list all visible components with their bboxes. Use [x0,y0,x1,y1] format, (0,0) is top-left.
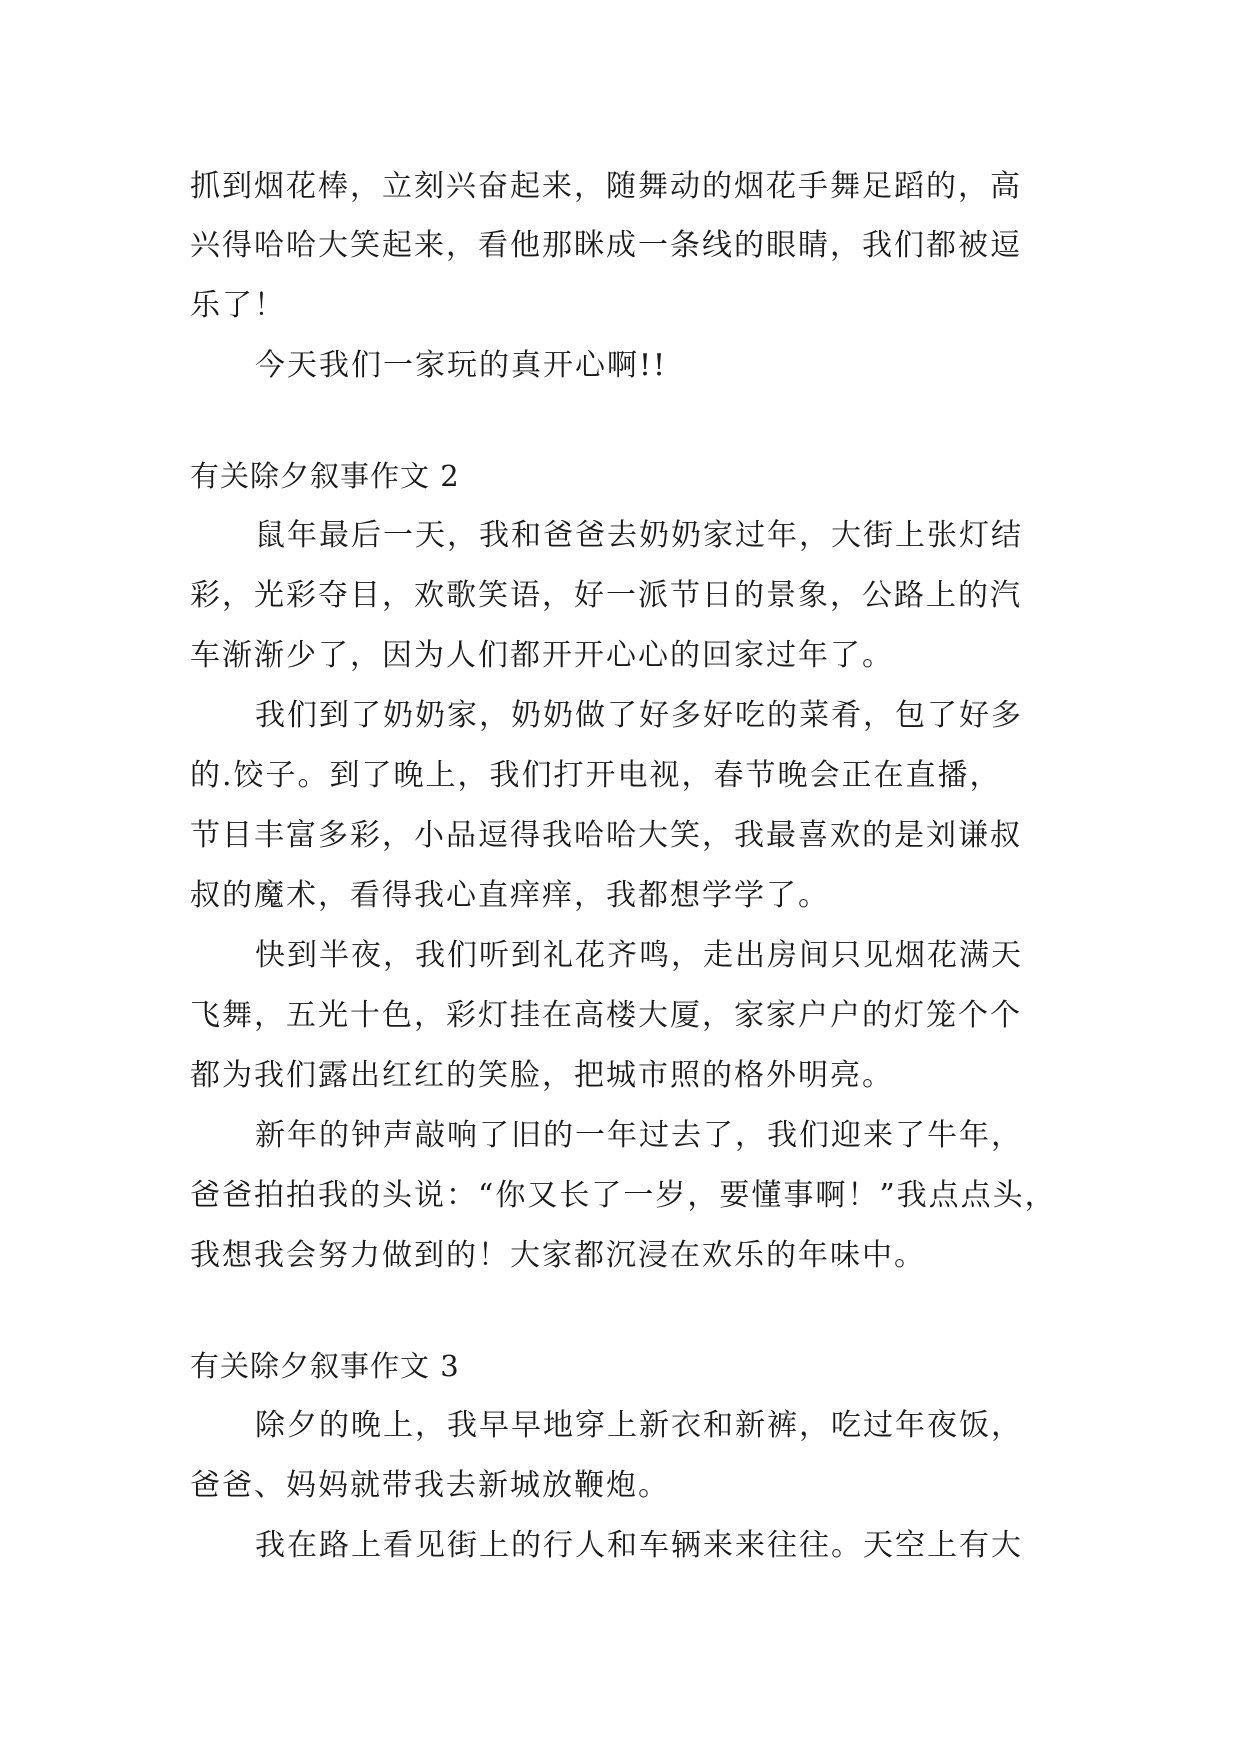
text-line: 节目丰富多彩，小品逗得我哈哈大笑，我最喜欢的是刘谦叔 [190,818,1022,853]
essay-3-title: 有关除夕叙事作文 3 [190,1349,460,1383]
text-line: 新年的钟声敲响了旧的一年过去了，我们迎来了牛年， [255,1118,1023,1153]
text-line: 的.饺子。到了晚上，我们打开电视，春节晚会正在直播， [190,758,1002,793]
essay-2-title: 有关除夕叙事作文 2 [190,459,460,493]
text-line: 乐了！ [190,288,286,323]
text-line: 叔的魔术，看得我心直痒痒，我都想学学了。 [190,878,830,913]
text-line: 除夕的晚上，我早早地穿上新衣和新裤，吃过年夜饭， [255,1408,1023,1443]
text-line: 抓到烟花棒，立刻兴奋起来，随舞动的烟花手舞足蹈的，高 [190,169,1022,204]
text-line: 车渐渐少了，因为人们都开开心心的回家过年了。 [190,638,894,673]
text-line: 我在路上看见街上的行人和车辆来来往往。天空上有大 [255,1528,1023,1563]
text-line: 我们到了奶奶家，奶奶做了好多好吃的菜肴，包了好多 [255,698,1023,733]
closing-line: 今天我们一家玩的真开心啊!! [255,348,668,383]
text-line: 爸爸拍拍我的头说：“你又长了一岁，要懂事啊！”我点点头， [190,1178,1057,1213]
text-line: 飞舞，五光十色，彩灯挂在高楼大厦，家家户户的灯笼个个 [190,998,1022,1033]
text-line: 我想我会努力做到的！大家都沉浸在欢乐的年味中。 [190,1238,926,1273]
text-line: 都为我们露出红红的笑脸，把城市照的格外明亮。 [190,1058,894,1093]
text-line: 彩，光彩夺目，欢歌笑语，好一派节日的景象，公路上的汽 [190,578,1022,613]
text-line: 兴得哈哈大笑起来，看他那眯成一条线的眼睛，我们都被逗 [190,228,1022,263]
text-line: 快到半夜，我们听到礼花齐鸣，走出房间只见烟花满天 [255,938,1023,973]
text-line: 爸爸、妈妈就带我去新城放鞭炮。 [190,1468,670,1503]
text-line: 鼠年最后一天，我和爸爸去奶奶家过年，大街上张灯结 [255,518,1023,553]
